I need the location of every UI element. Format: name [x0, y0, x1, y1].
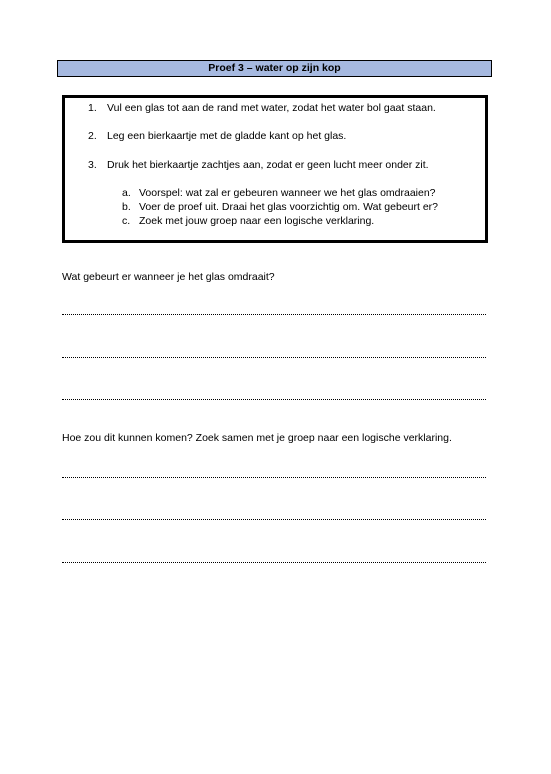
- step-number: 3.: [88, 159, 97, 171]
- answer-line[interactable]: [62, 399, 486, 400]
- step-number: 2.: [88, 130, 97, 142]
- instructions-box: [62, 95, 488, 243]
- step-2: [88, 130, 346, 142]
- substep-text: Voorspel: wat zal er gebeuren wanneer we het glas omdraaien?: [139, 187, 436, 199]
- substep-b: [122, 201, 438, 213]
- answer-line[interactable]: [62, 562, 486, 563]
- substep-letter: b.: [122, 201, 131, 213]
- substep-letter: a.: [122, 187, 131, 199]
- answer-line[interactable]: [62, 477, 486, 478]
- step-text: Vul een glas tot aan de rand met water, zodat het water bol gaat staan.: [107, 102, 436, 114]
- step-text: Druk het bierkaartje zachtjes aan, zodat er geen lucht meer onder zit.: [107, 159, 429, 171]
- substep-a: [122, 187, 436, 199]
- substep-text: Zoek met jouw groep naar een logische verklaring.: [139, 215, 375, 227]
- question-1: Wat gebeurt er wanneer je het glas omdraait?: [62, 271, 275, 283]
- answer-line[interactable]: [62, 357, 486, 358]
- substep-c: [122, 215, 374, 227]
- substep-letter: c.: [122, 215, 131, 227]
- substep-text: Voer de proef uit. Draai het glas voorzichtig om. Wat gebeurt er?: [139, 201, 439, 213]
- step-3: [88, 159, 429, 171]
- answer-line[interactable]: [62, 314, 486, 315]
- step-number: 1.: [88, 102, 97, 114]
- page-title: Proef 3 – water op zijn kop: [57, 60, 492, 77]
- question-2: Hoe zou dit kunnen komen? Zoek samen met je groep naar een logische verklaring.: [62, 432, 452, 444]
- step-1: [88, 102, 436, 114]
- step-text: Leg een bierkaartje met de gladde kant op het glas.: [107, 130, 347, 142]
- answer-line[interactable]: [62, 519, 486, 520]
